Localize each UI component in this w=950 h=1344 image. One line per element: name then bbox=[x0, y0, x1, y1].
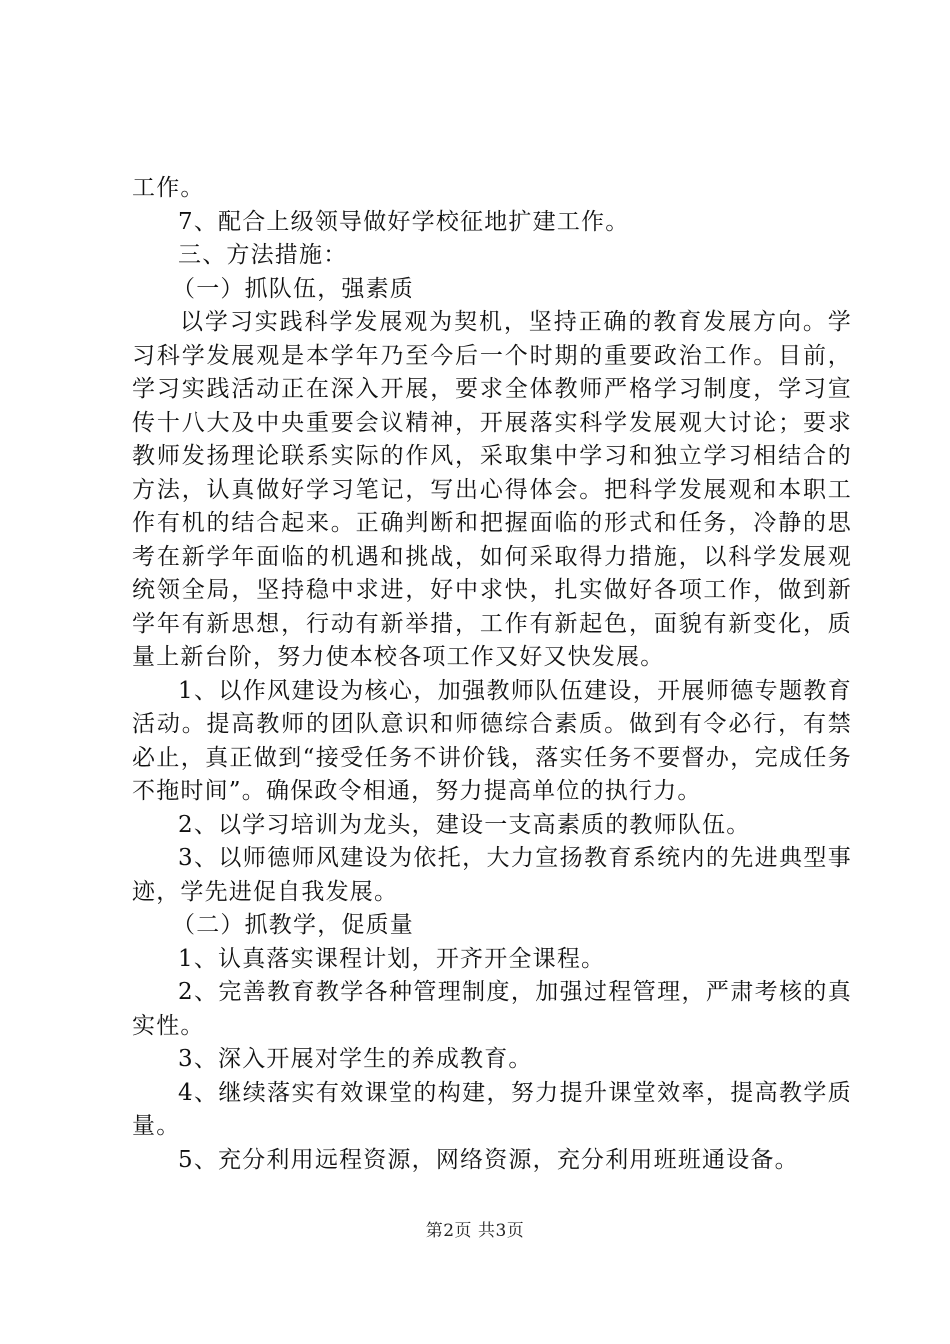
paragraph: 7、配合上级领导做好学校征地扩建工作。 bbox=[178, 208, 630, 235]
list-item: 1、认真落实课程计划，开齐开全课程。 bbox=[178, 945, 606, 972]
page-footer bbox=[0, 1216, 950, 1241]
list-item: 3、深入开展对学生的养成教育。 bbox=[178, 1046, 533, 1072]
page-number-label: 第2页 共3页 bbox=[425, 1221, 525, 1241]
paragraph: 工作。 bbox=[132, 175, 205, 201]
list-item: 2、以学习培训为龙头，建设一支高素质的教师队伍。 bbox=[178, 811, 751, 838]
document-body bbox=[132, 172, 852, 1177]
subsection-heading: （二）抓教学，促质量 bbox=[172, 912, 414, 938]
list-item: 5、充分利用远程资源，网络资源，充分利用班班通设备。 bbox=[178, 1146, 799, 1173]
list-item: 2、完善教育教学各种管理制度，加强过程管理，严肃考核的真实性。 bbox=[132, 979, 852, 1039]
list-item: 4、继续落实有效课堂的构建，努力提升课堂效率，提高教学质量。 bbox=[132, 1079, 852, 1139]
paragraph: 以学习实践科学发展观为契机，坚持正确的教育发展方向。学习科学发展观是本学年乃至今后一个时期的重要政治工作。目前，学习实践活动正在深入开展，要求全体教师严格学习制度，学习宣传十八大及中央重要会议精神，开展落实科学发展观大讨论；要求教师发扬理论联系实际的作风，采取集中学习和独立学习相结合的方法，认真做好学习笔记，写出心得体会。把科学发展观和本职工作有机的结合起来。正确判断和把握面临的形式和任务，冷静的思考在新学年面临的机遇和挑战，如何采取得力措施，以科学发展观统领全局，坚持稳中求进，好中求快，扎实做好各项工作，做到新学年有新思想，行动有新举措，工作有新起色，面貌有新变化，质量上新台阶，努力使本校各项工作又好又快发展。 bbox=[132, 309, 852, 670]
section-heading: 三、方法措施： bbox=[178, 242, 348, 268]
subsection-heading: （一）抓队伍，强素质 bbox=[172, 275, 414, 302]
list-item: 1、以作风建设为核心，加强教师队伍建设，开展师德专题教育活动。提高教师的团队意识和师德综合素质。做到有令必行，有禁必止，真正做到“接受任务不讲价钱，落实任务不要督办，完成任务不拖时间”。确保政令相通，努力提高单位的执行力。 bbox=[132, 677, 852, 804]
list-item: 3、以师德师风建设为依托，大力宣扬教育系统内的先进典型事迹，学先进促自我发展。 bbox=[132, 845, 852, 905]
